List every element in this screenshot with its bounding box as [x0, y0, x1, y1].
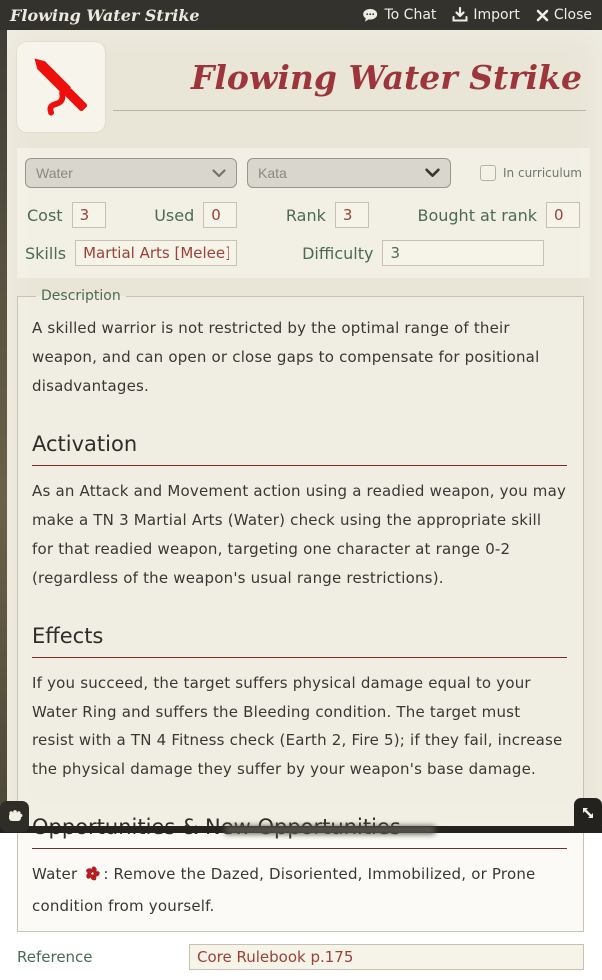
- to-chat-button[interactable]: [362, 7, 436, 23]
- in-curriculum-group: [480, 165, 582, 181]
- difficulty-label: Difficulty: [302, 243, 374, 263]
- download-icon: [452, 7, 468, 23]
- rank-input[interactable]: [335, 202, 369, 228]
- reference-row: [7, 938, 602, 980]
- cost-input[interactable]: [72, 202, 106, 228]
- resize-arrow-icon: [579, 804, 597, 826]
- cost-group: [27, 202, 106, 228]
- close-button[interactable]: [536, 7, 592, 23]
- opportunity-pinwheel-icon: [84, 863, 101, 892]
- reference-label: Reference: [17, 948, 93, 967]
- form-row-selects: [25, 158, 582, 188]
- difficulty-input[interactable]: [382, 240, 544, 266]
- activation-heading: Activation: [32, 432, 567, 466]
- description-text: A skilled warrior is not restricted by the optimal range of their weapon, and can open or close gaps to compensate for positional disadvantages.: [32, 319, 540, 395]
- in-curriculum-checkbox[interactable]: [480, 165, 496, 181]
- opportunities-text-prefix: Water: [32, 865, 83, 884]
- dialog-header: [7, 30, 602, 136]
- import-button[interactable]: [452, 7, 519, 23]
- bought-at-rank-input[interactable]: [546, 202, 580, 228]
- type-select[interactable]: [247, 158, 451, 188]
- rank-group: [286, 202, 369, 228]
- resize-handle[interactable]: [574, 798, 602, 832]
- close-label: Close: [553, 7, 592, 23]
- effects-text: If you succeed, the target suffers physical damage equal to your Water Ring and suffers the Bleeding condition. The target must resist with a TN 4 Fitness check (Earth 2, Fire 5); if they fail, increase the physical damage they suffer by your weapon's base damage.: [32, 673, 563, 779]
- form-row-numbers: [25, 202, 582, 228]
- cost-label: Cost: [27, 205, 63, 225]
- import-label: Import: [473, 7, 520, 23]
- ring-select-value: Water: [36, 165, 73, 181]
- bought-at-rank-label: Bought at rank: [417, 205, 537, 225]
- technique-icon-frame: [17, 42, 105, 132]
- reference-input[interactable]: [189, 944, 584, 970]
- background-smudge: [225, 826, 435, 834]
- grab-hand-icon: [5, 805, 25, 829]
- technique-form: [17, 148, 590, 278]
- header-divider: [113, 110, 586, 111]
- used-input[interactable]: [203, 202, 237, 228]
- drag-handle[interactable]: [0, 801, 29, 832]
- activation-section: [32, 432, 567, 593]
- used-group: [154, 202, 237, 228]
- opportunities-text: [32, 860, 567, 921]
- skills-input[interactable]: [75, 240, 237, 266]
- close-icon: [536, 9, 549, 22]
- katana-icon: [22, 46, 100, 128]
- technique-dialog: [7, 30, 602, 967]
- effects-heading: Effects: [32, 624, 567, 658]
- rank-label: Rank: [285, 205, 326, 225]
- in-curriculum-label: In curriculum: [503, 166, 582, 180]
- used-label: Used: [154, 205, 195, 225]
- skills-label: Skills: [25, 243, 67, 263]
- activation-text: As an Attack and Movement action using a readied weapon, you may make a TN 3 Martial Arts (Water) check using the appropriate skill for that readied weapon, targeting one character at range 0-2 (regardless of the weapon's usual range restrictions).: [32, 481, 567, 587]
- ring-select[interactable]: [25, 158, 237, 188]
- page-title: Flowing Water Strike: [190, 58, 582, 97]
- chevron-down-icon: [425, 165, 440, 181]
- effects-section: [32, 624, 567, 785]
- form-row-skills: [25, 240, 582, 266]
- header-right: [109, 38, 588, 111]
- type-select-value: Kata: [258, 165, 287, 181]
- dialog-titlebar: [0, 0, 602, 30]
- opportunities-text-suffix: : Remove the Dazed, Disoriented, Immobilized, or Prone condition from yourself.: [32, 865, 536, 916]
- chat-bubble-icon: [362, 8, 379, 23]
- titlebar-title: Flowing Water Strike: [10, 5, 200, 25]
- description-fieldset: [17, 288, 584, 932]
- chevron-down-icon: [212, 165, 226, 181]
- description-legend: Description: [41, 288, 121, 304]
- bought-at-rank-group: [417, 202, 580, 228]
- to-chat-label: To Chat: [384, 7, 437, 23]
